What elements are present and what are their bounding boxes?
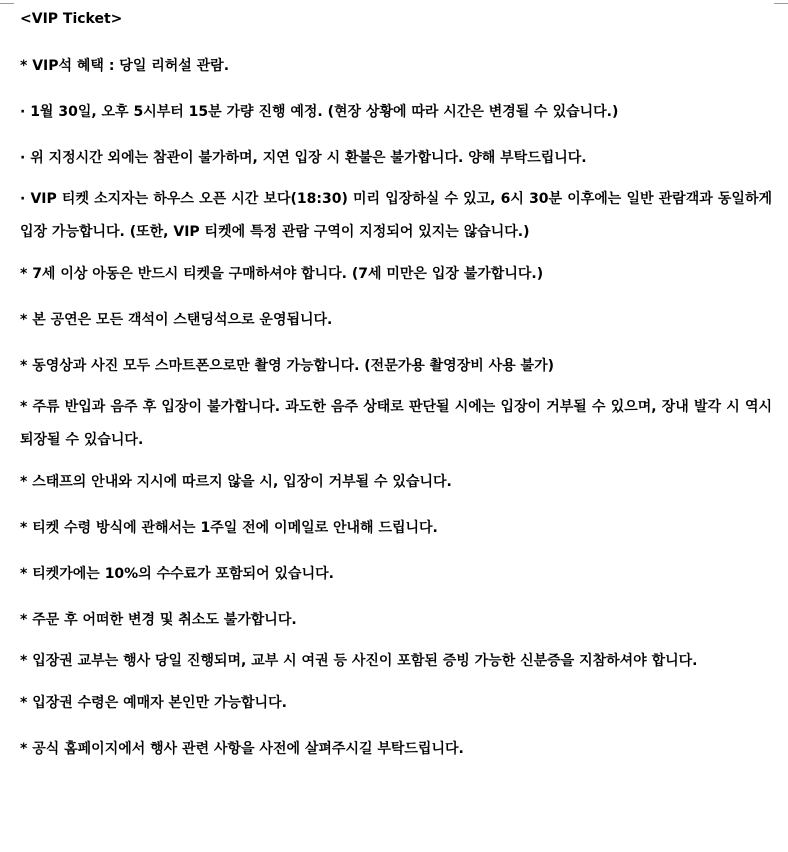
paragraph-ticket-pickup: * 티켓 수령 방식에 관해서는 1주일 전에 이메일로 안내해 드립니다. — [20, 520, 438, 536]
paragraph-holder-only: * 입장권 수령은 예매자 본인만 가능합니다. — [20, 695, 287, 711]
paragraph-official-site: * 공식 홈페이지에서 행사 관련 사항을 사전에 살펴주시길 부탁드립니다. — [20, 741, 464, 757]
paragraph-staff-instructions: * 스태프의 안내와 지시에 따르지 않을 시, 입장이 거부될 수 있습니다. — [20, 474, 452, 490]
page-corner-mark-right — [774, 3, 788, 4]
paragraph-vip-benefit: * VIP석 혜택 : 당일 리허설 관람. — [20, 58, 230, 74]
paragraph-id-required: * 입장권 교부는 행사 당일 진행되며, 교부 시 여권 등 사진이 포함된 증빙 가능한 신분증을 지참하셔야 합니다. — [20, 653, 698, 669]
document-body — [20, 8, 772, 766]
paragraph-late-entry: · 위 지정시간 외에는 참관이 불가하며, 지연 입장 시 환불은 불가합니다. 양해 부탁드립니다. — [20, 150, 587, 166]
paragraph-fee: * 티켓가에는 10%의 수수료가 포함되어 있습니다. — [20, 566, 334, 582]
document-title: <VIP Ticket> — [20, 11, 123, 27]
paragraph-standing: * 본 공연은 모든 객석이 스탠딩석으로 운영됩니다. — [20, 312, 333, 328]
paragraph-early-entry: · VIP 티켓 소지자는 하우스 오픈 시간 보다(18:30) 미리 입장하실 수 있고, 6시 30분 이후에는 일반 관람객과 동일하게 입장 가능합니다. (또한, VIP 티켓에 특정 관람 구역이 지정되어 있지는 않습니다.) — [20, 191, 772, 240]
paragraph-age-policy: * 7세 이상 아동은 반드시 티켓을 구매하셔야 합니다. (7세 미만은 입장 불가합니다.) — [20, 266, 544, 282]
paragraph-alcohol-policy: * 주류 반입과 음주 후 입장이 불가합니다. 과도한 음주 상태로 판단될 시에는 입장이 거부될 수 있으며, 장내 발각 시 역시 퇴장될 수 있습니다. — [20, 399, 772, 448]
paragraph-no-changes: * 주문 후 어떠한 변경 및 취소도 불가합니다. — [20, 612, 297, 628]
paragraph-photo-policy: * 동영상과 사진 모두 스마트폰으로만 촬영 가능합니다. (전문가용 촬영장비 사용 불가) — [20, 358, 554, 374]
paragraph-rehearsal-time: · 1월 30일, 오후 5시부터 15분 가량 진행 예정. (현장 상황에 따라 시간은 변경될 수 있습니다.) — [20, 104, 619, 120]
page-corner-mark-left — [0, 3, 14, 4]
